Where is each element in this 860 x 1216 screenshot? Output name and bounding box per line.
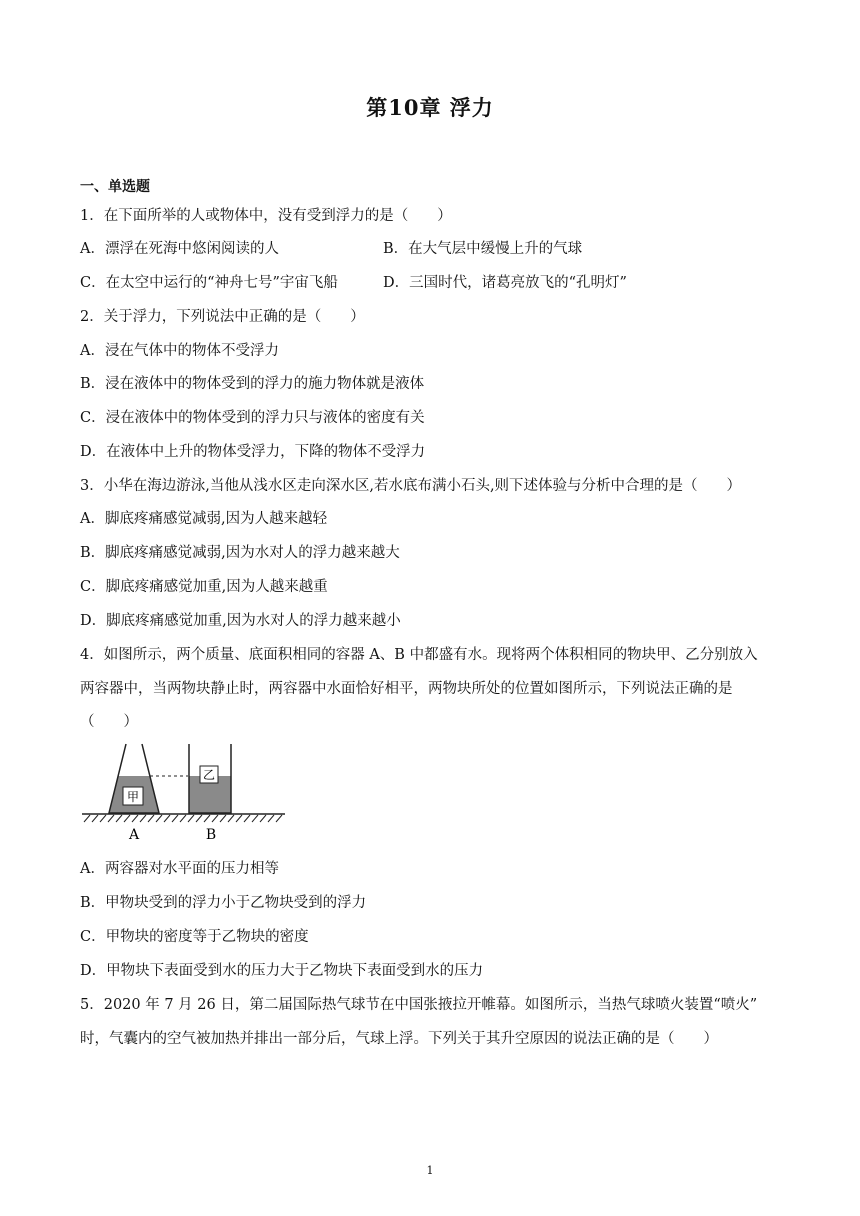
q4-option-c: C．甲物块的密度等于乙物块的密度: [80, 929, 309, 945]
block-jia-label: 甲: [126, 790, 140, 804]
q2-option-b: B．浸在液体中的物体受到的浮力的施力物体就是液体: [80, 376, 425, 392]
q2-option-a: A．浸在气体中的物体不受浮力: [80, 343, 279, 359]
page-number: 1: [426, 1164, 434, 1177]
q4-stem-line-3: （ ）: [80, 714, 138, 730]
q3-option-b: B．脚底疼痛感觉减弱,因为水对人的浮力越来越大: [80, 545, 400, 561]
q4-option-b: B．甲物块受到的浮力小于乙物块受到的浮力: [80, 895, 367, 911]
containers-figure: [80, 740, 290, 844]
q1-stem: 1．在下面所举的人或物体中，没有受到浮力的是（ ）: [80, 208, 452, 224]
block-yi-label: 乙: [202, 768, 216, 782]
container-a-label: A: [128, 827, 140, 843]
q4-stem-line-1: 4．如图所示，两个质量、底面积相同的容器 A、B 中都盛有水。现将两个体积相同的物块甲、乙分别放入: [80, 647, 758, 663]
q4-stem-line-2: 两容器中，当两物块静止时，两容器中水面恰好相平，两物块所处的位置如图所示，下列说法正确的是: [80, 681, 733, 697]
q4-option-a: A．两容器对水平面的压力相等: [80, 861, 279, 877]
q3-option-d: D．脚底疼痛感觉加重,因为水对人的浮力越来越小: [80, 613, 401, 629]
q1-option-c: C．在太空中运行的“神舟七号”宇宙飞船: [80, 275, 338, 291]
q2-option-c: C．浸在液体中的物体受到的浮力只与液体的密度有关: [80, 410, 425, 426]
q4-option-d: D．甲物块下表面受到水的压力大于乙物块下表面受到水的压力: [80, 963, 484, 979]
page-title: 第10章 浮力: [366, 95, 494, 120]
q1-option-b: B．在大气层中缓慢上升的气球: [383, 241, 583, 257]
q1-option-d: D．三国时代，诸葛亮放飞的“孔明灯”: [383, 275, 627, 291]
container-b-label: B: [205, 827, 217, 843]
q5-stem-line-1: 5．2020 年 7 月 26 日，第二届国际热气球节在中国张掖拉开帷幕。如图所示，当热气球喷火装置“喷火”: [80, 997, 758, 1013]
q2-option-d: D．在液体中上升的物体受浮力，下降的物体不受浮力: [80, 444, 426, 460]
ground-hatching: [84, 815, 282, 822]
q1-option-a: A．漂浮在死海中悠闲阅读的人: [80, 241, 279, 257]
q3-option-c: C．脚底疼痛感觉加重,因为人越来越重: [80, 579, 328, 595]
section-heading: 一、单选题: [80, 179, 150, 195]
q3-option-a: A．脚底疼痛感觉减弱,因为人越来越轻: [80, 511, 328, 527]
q5-stem-line-2: 时，气囊内的空气被加热并排出一部分后，气球上浮。下列关于其升空原因的说法正确的是（ ）: [80, 1031, 718, 1047]
q3-stem: 3．小华在海边游泳,当他从浅水区走向深水区,若水底布满小石头,则下述体验与分析中合理的是（ ）: [80, 478, 742, 494]
q2-stem: 2．关于浮力，下列说法中正确的是（ ）: [80, 309, 365, 325]
